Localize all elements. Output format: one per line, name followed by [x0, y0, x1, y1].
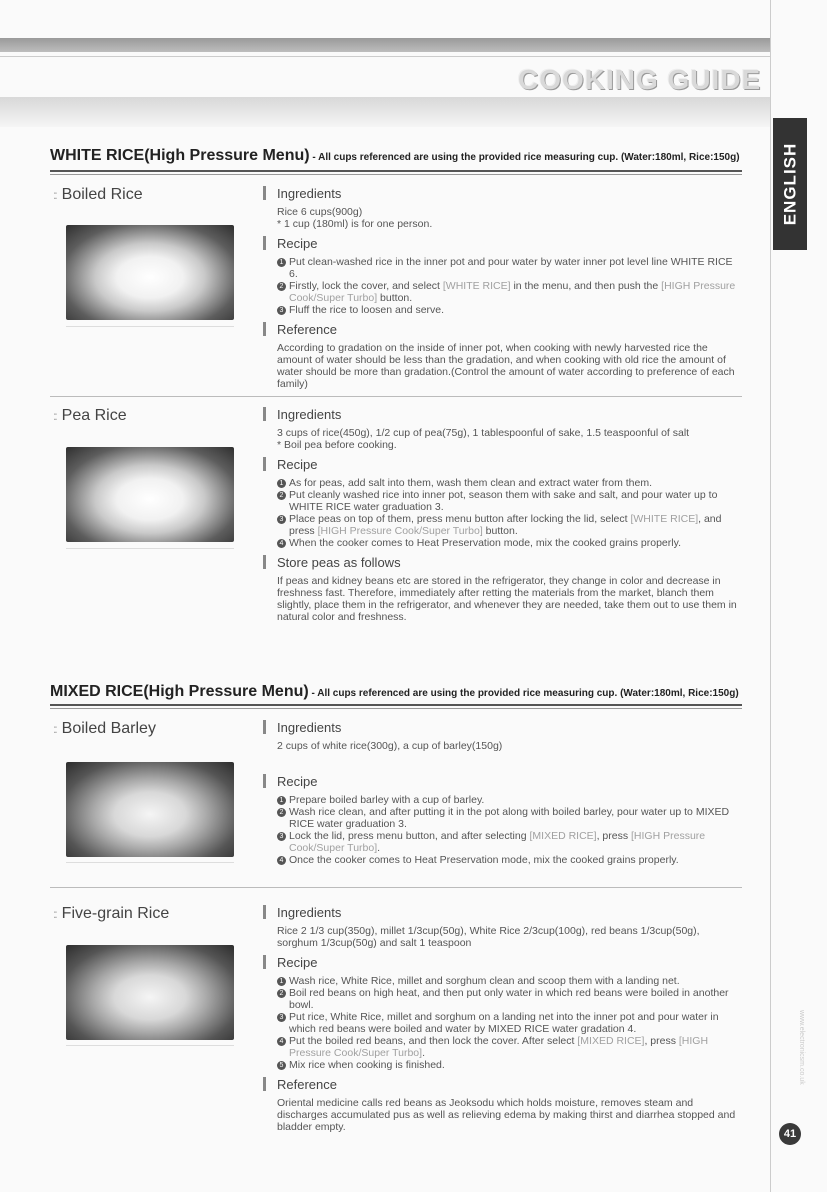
pea-rice-title-text: Pea Rice — [61, 407, 127, 424]
recipe-step — [263, 280, 743, 304]
five-grain-block — [263, 905, 743, 1133]
recipe-step — [263, 304, 743, 316]
step-text: Fluff the rice to loosen and serve. — [289, 304, 445, 316]
reference-heading: Reference — [263, 1077, 743, 1092]
top-divider — [0, 56, 770, 57]
step-number: 5 — [277, 1061, 286, 1070]
white-rice-rule — [50, 170, 742, 172]
photo-divider — [66, 326, 234, 327]
boiled-barley-title — [53, 720, 156, 738]
step-number: 2 — [277, 282, 286, 291]
page-title: COOKING GUIDE — [518, 64, 762, 95]
step-number: 2 — [277, 808, 286, 817]
boiled-rice-title-text: Boiled Rice — [61, 186, 143, 203]
boiled-barley-title-text: Boiled Barley — [61, 720, 156, 737]
menu-key: [HIGH Pressure Cook/Super Turbo] — [289, 1035, 709, 1059]
pea-rice-photo — [66, 447, 234, 542]
step-number: 3 — [277, 832, 286, 841]
recipe-step — [263, 1035, 743, 1059]
step-text: Wash rice, White Rice, millet and sorghum clean and scoop them with a landing net. — [289, 975, 680, 987]
step-text: in the menu, and then push the — [510, 280, 662, 292]
recipe-step — [263, 854, 743, 866]
reference-heading: Reference — [263, 322, 743, 337]
section-divider — [50, 396, 742, 397]
title-band — [0, 97, 770, 127]
pea-rice-block — [263, 407, 743, 623]
recipe-step — [263, 794, 743, 806]
step-number: 4 — [277, 1037, 286, 1046]
recipe-step — [263, 537, 743, 549]
ingredient-line: 2 cups of white rice(300g), a cup of barley(150g) — [277, 740, 503, 752]
pea-rice-title — [53, 407, 127, 425]
reference-text: According to gradation on the inside of inner pot, when cooking with newly harvested rice the amount of water should be less than the gradation, and when cooking with old rice the amount of water should be more than gradation.(Control the amount of water according to preference of each family) — [277, 342, 735, 390]
photo-divider — [66, 548, 234, 549]
ingredient-line: 3 cups of rice(450g), 1/2 cup of pea(75g), 1 tablespoonful of sake, 1.5 teaspoonful of salt — [277, 427, 690, 439]
recipe-heading: Recipe — [263, 774, 743, 789]
mixed-rice-rule-thin — [50, 708, 742, 709]
step-text: When the cooker comes to Heat Preservation mode, mix the cooked grains properly. — [289, 537, 681, 549]
menu-key: [HIGH Pressure Cook/Super Turbo] — [317, 525, 483, 537]
step-text: , and press — [289, 513, 722, 537]
bullet-dots-icon: :: — [53, 188, 56, 202]
step-number: 2 — [277, 491, 286, 500]
bullet-dots-icon: :: — [53, 907, 56, 921]
recipe-step — [263, 987, 743, 1011]
boiled-rice-photo — [66, 225, 234, 320]
ingredient-note: * 1 cup (180ml) is for one person. — [277, 218, 433, 230]
recipe-step — [263, 830, 743, 854]
step-number: 1 — [277, 796, 286, 805]
menu-key: [MIXED RICE] — [529, 830, 597, 842]
step-number: 1 — [277, 977, 286, 986]
step-number: 4 — [277, 539, 286, 548]
white-rice-note: - All cups referenced are using the provided rice measuring cup. (Water:180ml, Rice:150g) — [309, 152, 740, 163]
section-divider — [50, 887, 742, 888]
language-tab-label: ENGLISH — [780, 142, 799, 226]
step-text: Place peas on top of them, press menu button after locking the lid, select — [289, 513, 631, 525]
step-number: 4 — [277, 856, 286, 865]
step-text: Boil red beans on high heat, and then put only water in which red beans were boiled in another bowl. — [289, 987, 729, 1011]
menu-key: [MIXED RICE] — [577, 1035, 645, 1047]
photo-divider — [66, 862, 234, 863]
menu-key: [HIGH Pressure Cook/Super Turbo] — [289, 280, 736, 304]
ingredients-heading: Ingredients — [263, 407, 743, 422]
menu-key: [WHITE RICE] — [630, 513, 699, 525]
white-rice-heading — [50, 147, 750, 165]
step-text: . — [377, 842, 381, 854]
recipe-heading: Recipe — [263, 457, 743, 472]
step-number: 2 — [277, 989, 286, 998]
side-url: www.electronicsm.co.uk — [798, 1010, 805, 1085]
store-heading: Store peas as follows — [263, 555, 743, 570]
recipe-step — [263, 489, 743, 513]
white-rice-title: WHITE RICE(High Pressure Menu) — [50, 147, 310, 164]
reference-text: Oriental medicine calls red beans as Jeoksodu which holds moisture, removes steam and discharges accumulated pus as well as relieving edema by making thirst and diarrhea stopped and bladder empty. — [277, 1097, 736, 1133]
ingredient-line: Rice 6 cups(900g) — [277, 206, 363, 218]
step-number: 1 — [277, 258, 286, 267]
menu-key: [WHITE RICE] — [442, 280, 511, 292]
ingredients-heading: Ingredients — [263, 720, 743, 735]
language-tab — [773, 118, 807, 250]
ingredient-line: Rice 2 1/3 cup(350g), millet 1/3cup(50g), White Rice 2/3cup(100g), red beans 1/3cup(50g), sorghum 1/3cup(50g) and salt 1 teaspoon — [277, 925, 700, 949]
step-text: Wash rice clean, and after putting it in the pot along with boiled barley, pour water up to MIXED RICE water graduation 3. — [289, 806, 730, 830]
step-text: As for peas, add salt into them, wash them clean and extract water from them. — [289, 477, 653, 489]
step-text: Put clean-washed rice in the inner pot and pour water by water inner pot level line WHITE RICE 6. — [289, 256, 733, 280]
step-text: Put cleanly washed rice into inner pot, season them with sake and salt, and pour water up to WHITE RICE water graduation 3. — [289, 489, 718, 513]
recipe-step — [263, 513, 743, 537]
mixed-rice-rule — [50, 704, 742, 706]
recipe-step — [263, 1059, 743, 1071]
ingredients-heading: Ingredients — [263, 905, 743, 920]
bullet-dots-icon: :: — [53, 409, 56, 423]
bullet-dots-icon: :: — [53, 722, 56, 736]
white-rice-rule-thin — [50, 174, 742, 175]
step-number: 3 — [277, 1013, 286, 1022]
menu-key: [HIGH Pressure Cook/Super Turbo] — [289, 830, 706, 854]
recipe-step — [263, 477, 743, 489]
ingredients-heading: Ingredients — [263, 186, 743, 201]
store-text: If peas and kidney beans etc are stored in the refrigerator, they change in color and decrease in freshness fast. Therefore, immediately after retting the materials from the market, blanch them slightly, place them in the refrigerator, and whenever they are needed, take them out to use them in natural color and freshness. — [277, 575, 737, 623]
step-text: Prepare boiled barley with a cup of barley. — [289, 794, 485, 806]
recipe-step — [263, 256, 743, 280]
right-margin-line — [770, 0, 771, 1192]
recipe-step — [263, 1011, 743, 1035]
step-number: 3 — [277, 515, 286, 524]
recipe-heading: Recipe — [263, 955, 743, 970]
ingredient-note: * Boil pea before cooking. — [277, 439, 397, 451]
recipe-step — [263, 806, 743, 830]
recipe-heading: Recipe — [263, 236, 743, 251]
top-banner-bar — [0, 38, 770, 52]
step-text: button. — [482, 525, 518, 537]
step-text: Put the boiled red beans, and then lock the cover. After select — [289, 1035, 578, 1047]
mixed-rice-title: MIXED RICE(High Pressure Menu) — [50, 683, 309, 700]
five-grain-title-text: Five-grain Rice — [61, 905, 170, 922]
page-number: 41 — [779, 1123, 801, 1145]
boiled-rice-block — [263, 186, 743, 390]
boiled-rice-title — [53, 186, 143, 204]
step-text: , press — [644, 1035, 679, 1047]
step-text: Mix rice when cooking is finished. — [289, 1059, 445, 1071]
step-text: , press — [596, 830, 632, 842]
recipe-step — [263, 975, 743, 987]
step-number: 1 — [277, 479, 286, 488]
step-text: . — [422, 1047, 425, 1059]
step-text: Once the cooker comes to Heat Preservation mode, mix the cooked grains properly. — [289, 854, 679, 866]
five-grain-photo — [66, 945, 234, 1040]
photo-divider — [66, 1045, 234, 1046]
step-text: button. — [377, 292, 413, 304]
step-number: 3 — [277, 306, 286, 315]
boiled-barley-block — [263, 720, 743, 866]
mixed-rice-heading — [50, 683, 750, 701]
five-grain-title — [53, 905, 169, 923]
mixed-rice-note: - All cups referenced are using the provided rice measuring cup. (Water:180ml, Rice:150g) — [308, 688, 739, 699]
step-text: Firstly, lock the cover, and select — [289, 280, 443, 292]
step-text: Lock the lid, press menu button, and after selecting — [289, 830, 530, 842]
boiled-barley-photo — [66, 762, 234, 857]
step-text: Put rice, White Rice, millet and sorghum on a landing net into the inner pot and pour water in which red beans were boiled and water by MIXED RICE water gradation 4. — [289, 1011, 719, 1035]
